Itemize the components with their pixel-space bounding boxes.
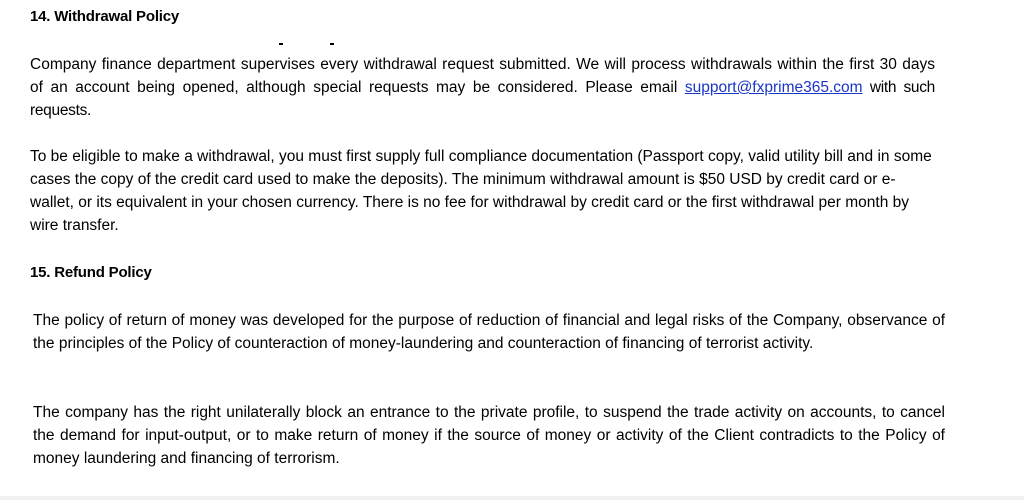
refund-policy-heading: 15. Refund Policy — [30, 264, 152, 281]
withdrawal-paragraph-1-text: Company finance department supervises every withdrawal request submitted. We will process withdrawals within the first 30 days of an account being opened, although special requests may be considered. Please email — [30, 56, 935, 96]
page-bottom-edge — [0, 496, 1024, 500]
scan-mark — [330, 43, 334, 45]
withdrawal-policy-heading: 14. Withdrawal Policy — [30, 8, 180, 25]
refund-paragraph-2: The company has the right unilaterally block an entrance to the private profile, to suspend the trade activity on accounts, to cancel the demand for input-output, or to make return of money if the source of money or activity of the Client contradicts to the Policy of money laundering and financing of terrorism. — [33, 404, 945, 467]
withdrawal-paragraph-1-tail: with such requests. — [30, 79, 935, 119]
scan-mark — [279, 43, 283, 45]
refund-paragraph-1: The policy of return of money was developed for the purpose of reduction of financial and legal risks of the Company, observance of the principles of the Policy of counteraction of money-laundering and counteraction of financing of terrorist activity. — [33, 312, 945, 352]
withdrawal-paragraph-2: To be eligible to make a withdrawal, you must first supply full compliance documentation (Passport copy, valid utility bill and in some cases the copy of the credit card used to make the deposits). The minimum withdrawal amount is $50 USD by credit card or e-wallet, or its equivalent in your chosen currency. There is no fee for withdrawal by credit card or the first withdrawal per month by wire transfer. — [30, 148, 932, 234]
withdrawal-paragraph-1 — [30, 53, 935, 122]
support-email-link[interactable]: support@fxprime365.com — [684, 79, 863, 96]
